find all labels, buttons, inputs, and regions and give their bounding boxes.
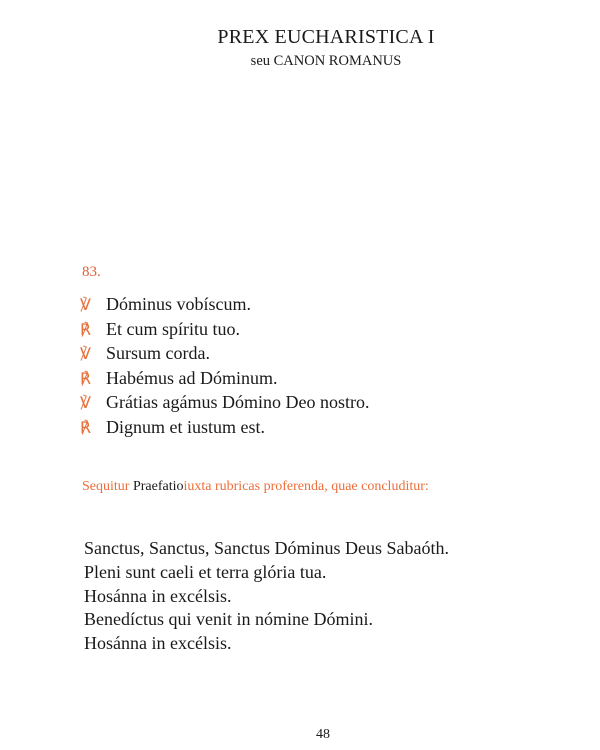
versicle-icon: ℣ — [80, 346, 91, 364]
versicle-icon: ℣ — [80, 297, 91, 314]
response-icon: ℟ — [80, 370, 91, 388]
rubric-text: Sequitur — [82, 479, 130, 494]
dialogue-line — [80, 292, 369, 317]
dialogue-line — [80, 390, 369, 415]
response-icon: ℟ — [80, 321, 91, 339]
response-icon: ℟ — [80, 419, 91, 437]
sanctus-line: Benedíctus qui venit in nómine Dómini. — [84, 609, 373, 630]
dialogue-line — [80, 366, 369, 391]
dialogue-line — [80, 317, 369, 342]
rubric-text: iuxta rubricas proferenda, quae concluditur: — [183, 479, 429, 494]
sanctus-line: Pleni sunt caeli et terra glória tua. — [84, 561, 327, 582]
dialogue-text: Grátias agámus Dómino Deo nostro. — [106, 392, 370, 413]
dialogue-text: Et cum spíritu tuo. — [106, 318, 240, 339]
sanctus-hymn — [84, 537, 449, 656]
dialogue-text: Sursum corda. — [106, 343, 210, 364]
rubric-preface-word: Praefatio — [132, 479, 184, 494]
paragraph-number: 83. — [82, 264, 101, 280]
page-title: PREX EUCHARISTICA I — [217, 26, 435, 48]
dialogue-line — [80, 341, 369, 366]
dialogue-text: Dignum et iustum est. — [106, 416, 265, 437]
page-number: 48 — [316, 727, 330, 742]
preface-dialogue — [80, 292, 369, 440]
rubric-instruction — [82, 479, 429, 495]
page-subtitle: seu CANON ROMANUS — [250, 53, 402, 69]
versicle-icon: ℣ — [80, 395, 91, 413]
sanctus-line: Hosánna in excélsis. — [84, 585, 232, 606]
dialogue-text: Habémus ad Dóminum. — [106, 367, 278, 388]
sanctus-line: Hosánna in excélsis. — [84, 633, 232, 654]
dialogue-line — [80, 415, 369, 440]
sanctus-line: Sanctus, Sanctus, Sanctus Dóminus Deus Sabaóth. — [84, 538, 449, 558]
dialogue-text: Dóminus vobíscum. — [106, 294, 252, 314]
